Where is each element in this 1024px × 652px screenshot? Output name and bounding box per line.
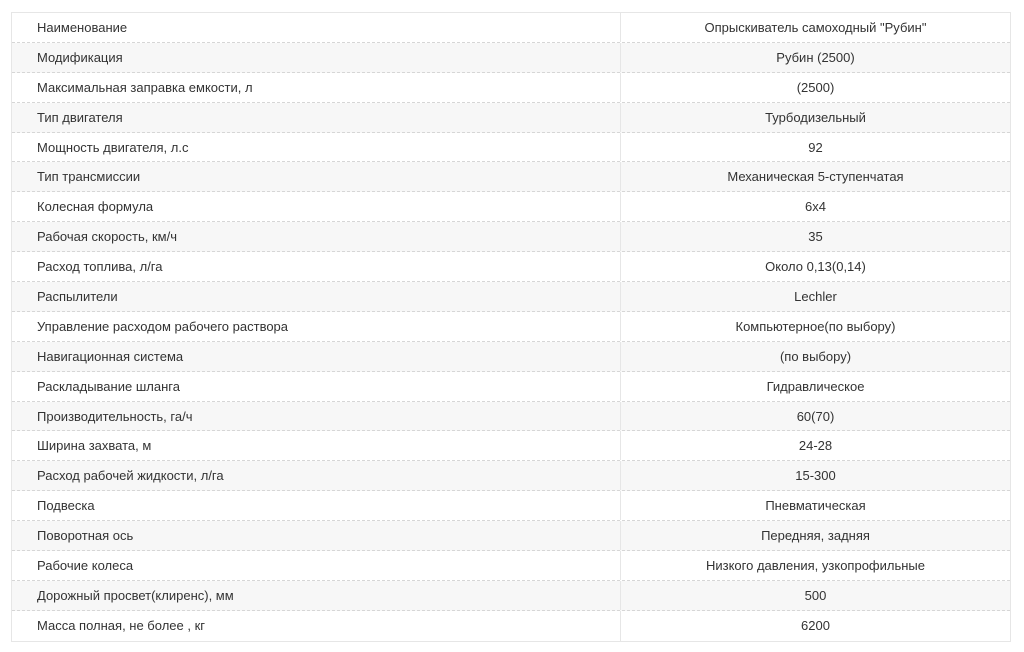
table-row — [12, 43, 1010, 73]
row-value: Передняя, задняя — [761, 528, 870, 544]
row-value: Lechler — [794, 288, 837, 304]
row-label: Дорожный просвет(клиренс), мм — [12, 581, 621, 610]
row-label: Колесная формула — [12, 192, 621, 221]
row-value: Опрыскиватель самоходный "Рубин" — [704, 19, 927, 35]
table-row — [12, 282, 1010, 312]
table-row — [12, 402, 1010, 432]
row-value: (по выбору) — [779, 348, 852, 364]
row-label: Тип двигателя — [12, 103, 621, 132]
row-label: Управление расходом рабочего раствора — [12, 312, 621, 341]
row-value: 35 — [808, 229, 823, 245]
row-value: Компьютерное(по выбору) — [735, 318, 896, 334]
table-row — [12, 521, 1010, 551]
row-label: Поворотная ось — [12, 521, 621, 550]
table-row — [12, 73, 1010, 103]
table-row — [12, 342, 1010, 372]
row-label: Максимальная заправка емкости, л — [12, 73, 621, 102]
row-value: Гидравлическое — [766, 378, 865, 394]
table-row — [12, 13, 1010, 43]
row-value: Около 0,13(0,14) — [765, 259, 866, 275]
table-row — [12, 312, 1010, 342]
row-label: Тип трансмиссии — [12, 162, 621, 191]
row-value: 6200 — [801, 618, 830, 634]
row-label: Производительность, га/ч — [12, 402, 621, 431]
row-label: Мощность двигателя, л.с — [12, 133, 621, 162]
table-row — [12, 372, 1010, 402]
table-row — [12, 461, 1010, 491]
row-label: Раскладывание шланга — [12, 372, 621, 401]
table-row — [12, 192, 1010, 222]
row-label: Расход топлива, л/га — [12, 252, 621, 281]
row-label: Наименование — [12, 13, 621, 42]
row-label: Навигационная система — [12, 342, 621, 371]
row-value: (2500) — [796, 79, 835, 95]
table-row — [12, 551, 1010, 581]
table-row — [12, 491, 1010, 521]
row-label: Расход рабочей жидкости, л/га — [12, 461, 621, 490]
row-label: Модификация — [12, 43, 621, 72]
row-value: Низкого давления, узкопрофильные — [705, 557, 925, 573]
table-row — [12, 162, 1010, 192]
table-row — [12, 611, 1010, 641]
row-value: Рубин (2500) — [776, 49, 855, 65]
row-value: Пневматическая — [765, 498, 866, 514]
row-value: Механическая 5-ступенчатая — [727, 169, 904, 185]
row-label: Распылители — [12, 282, 621, 311]
row-label: Ширина захвата, м — [12, 431, 621, 460]
table-row — [12, 133, 1010, 163]
row-value: 60(70) — [796, 408, 835, 424]
row-label: Рабочие колеса — [12, 551, 621, 580]
row-label: Рабочая скорость, км/ч — [12, 222, 621, 251]
spec-table — [11, 12, 1011, 642]
row-value: 500 — [804, 587, 827, 603]
table-row — [12, 103, 1010, 133]
row-value: Турбодизельный — [765, 109, 866, 125]
row-value: 24-28 — [798, 438, 833, 454]
row-label: Подвеска — [12, 491, 621, 520]
row-value: 92 — [808, 139, 823, 155]
row-value: 6х4 — [805, 199, 826, 215]
table-row — [12, 252, 1010, 282]
table-row — [12, 581, 1010, 611]
row-label: Масса полная, не более , кг — [12, 611, 621, 641]
row-value: 15-300 — [795, 468, 836, 484]
table-row — [12, 222, 1010, 252]
table-row — [12, 431, 1010, 461]
